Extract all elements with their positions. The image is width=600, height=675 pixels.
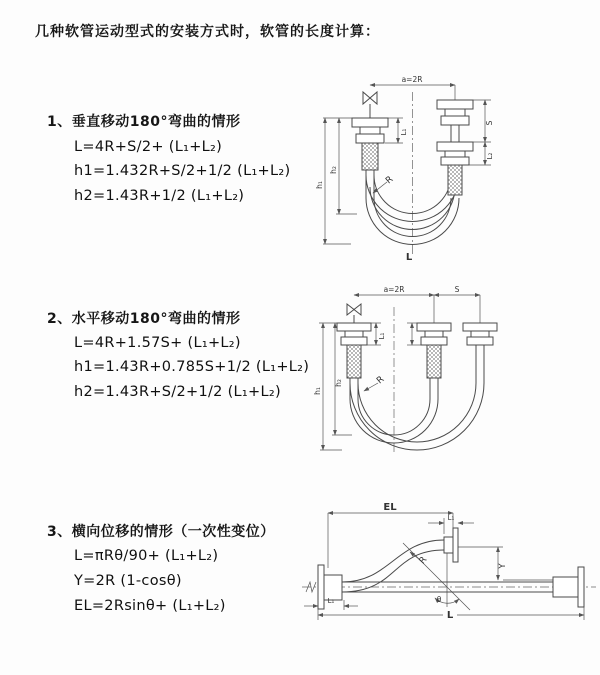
dimension-lines	[319, 295, 480, 455]
dim-label-l1: L₁	[378, 332, 386, 340]
dim-label-theta: θ	[436, 595, 442, 604]
dim-label-l1-top: L₁	[447, 514, 455, 522]
dim-label-l1: L₁	[400, 128, 408, 136]
formula-line: h2=1.43R+1/2 (L₁+L₂)	[74, 188, 245, 204]
dimension-lines	[323, 85, 491, 254]
dim-label-y: Y	[498, 563, 508, 569]
diagram-lateral-displacement	[300, 500, 600, 650]
formula-line: L=4R+1.57S+ (L₁+L₂)	[74, 335, 241, 351]
dim-label-el: EL	[383, 502, 397, 513]
diagram-vertical-180-bend	[315, 70, 570, 265]
dim-label-r: R	[384, 174, 396, 187]
flange-fittings	[337, 323, 497, 378]
formula-line: h2=1.43R+S/2+1/2 (L₁+L₂)	[74, 384, 281, 400]
dimension-lines	[302, 513, 596, 620]
formula-line: L=πRθ/90+ (L₁+L₂)	[74, 548, 219, 564]
section-1-heading: 1、垂直移动180°弯曲的情形	[47, 114, 241, 130]
formula-line: EL=2Rsinθ+ (L₁+L₂)	[74, 598, 226, 614]
dim-label-s: S	[454, 285, 460, 294]
formula-line: h1=1.432R+S/2+1/2 (L₁+L₂)	[74, 163, 291, 179]
dim-label-r: R	[417, 555, 430, 567]
formula-line: h1=1.43R+0.785S+1/2 (L₁+L₂)	[74, 359, 310, 375]
dim-label-a2r: a=2R	[401, 75, 423, 84]
diagram-horizontal-180-bend	[310, 283, 575, 458]
dim-label-s: S	[485, 120, 494, 126]
dim-label-h1: h₁	[315, 181, 324, 189]
dim-label-r: R	[375, 374, 387, 387]
page-title: 几种软管运动型式的安装方式时，软管的长度计算：	[35, 24, 380, 40]
dim-label-h2: h₂	[329, 166, 338, 174]
flange-fittings	[318, 528, 584, 609]
dim-label-l-total: L	[405, 252, 413, 263]
dim-label-l1-bottom: L₁	[327, 597, 335, 605]
section-3-heading: 3、横向位移的情形（一次性变位）	[47, 524, 275, 540]
formula-line: Y=2R (1-cosθ)	[74, 573, 182, 589]
valve-icon	[347, 304, 361, 323]
dim-label-h2: h₂	[334, 379, 343, 387]
hose-curves	[350, 345, 484, 450]
dim-label-l2: L₂	[486, 152, 494, 160]
valve-icon	[363, 92, 377, 118]
section-2-heading: 2、水平移动180°弯曲的情形	[47, 311, 241, 327]
dim-label-a2r: a=2R	[383, 285, 405, 294]
dim-label-h1: h₁	[313, 387, 322, 395]
dim-label-l-total: L	[446, 610, 454, 621]
formula-line: L=4R+S/2+ (L₁+L₂)	[74, 139, 223, 155]
